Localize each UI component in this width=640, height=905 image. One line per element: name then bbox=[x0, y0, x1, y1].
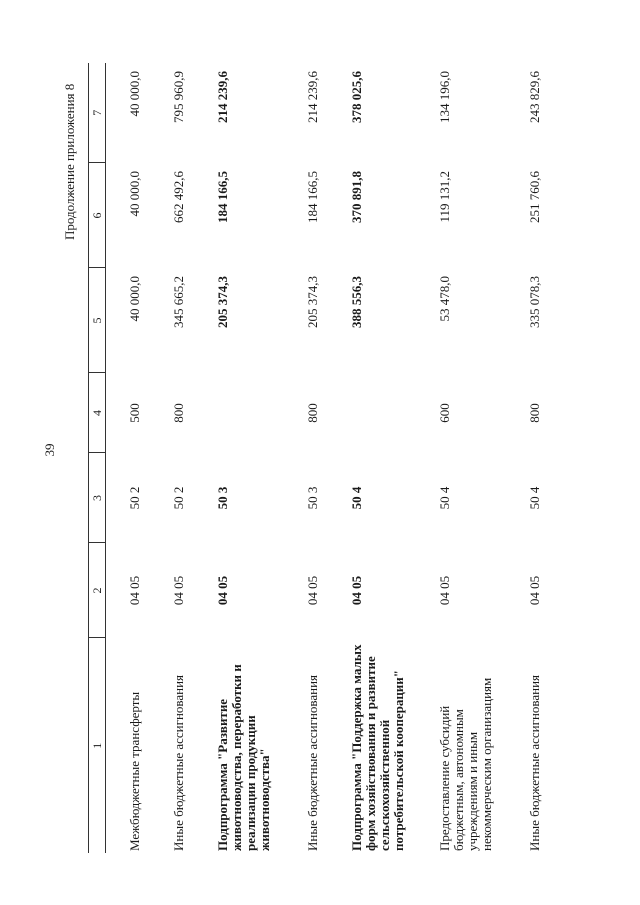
row-name: Иные бюджетные ассигнования bbox=[527, 674, 542, 851]
row-expense-type bbox=[350, 373, 438, 453]
row-name: Межбюджетные трансферты bbox=[127, 691, 142, 851]
row-value-6: 40 000,0 bbox=[127, 171, 142, 217]
row-expense-type: 800 bbox=[305, 403, 320, 423]
row-expense-type: 800 bbox=[171, 403, 186, 423]
row-value-5: 40 000,0 bbox=[127, 276, 142, 322]
table-row bbox=[172, 63, 216, 853]
row-target-code: 50 4 bbox=[527, 486, 542, 510]
row-value-7: 378 025,6 bbox=[349, 71, 364, 123]
row-value-5: 388 556,3 bbox=[349, 276, 364, 328]
row-target-code: 50 4 bbox=[437, 486, 452, 510]
row-value-7: 795 960,9 bbox=[171, 71, 186, 123]
table-header-row bbox=[89, 63, 106, 853]
row-section-code: 04 05 bbox=[437, 575, 452, 606]
table-row bbox=[528, 63, 572, 853]
row-name: Иные бюджетные ассигнования bbox=[171, 674, 186, 851]
row-target-code: 50 2 bbox=[171, 486, 186, 510]
row-section-code: 04 05 bbox=[215, 575, 230, 606]
row-target-code: 50 4 bbox=[349, 486, 364, 510]
row-expense-type bbox=[216, 373, 306, 453]
row-name: Подпрограмма "Развитие животноводства, переработки и реализации продукции животноводства" bbox=[215, 664, 272, 851]
row-value-5: 345 665,2 bbox=[171, 276, 186, 328]
row-expense-type: 800 bbox=[527, 403, 542, 423]
row-value-7: 40 000,0 bbox=[127, 71, 142, 117]
row-value-5: 53 478,0 bbox=[437, 276, 452, 322]
row-target-code: 50 2 bbox=[127, 486, 142, 510]
row-value-6: 251 760,6 bbox=[527, 171, 542, 223]
budget-table bbox=[88, 63, 572, 853]
row-value-5: 205 374,3 bbox=[305, 276, 320, 328]
row-expense-type: 500 bbox=[127, 403, 142, 423]
row-value-6: 184 166,5 bbox=[305, 171, 320, 223]
row-expense-type: 600 bbox=[437, 403, 452, 423]
column-header: 7 bbox=[89, 63, 106, 163]
table-row bbox=[350, 63, 438, 853]
row-target-code: 50 3 bbox=[215, 486, 230, 510]
row-value-7: 134 196,0 bbox=[437, 71, 452, 123]
row-name: Предоставление субсидий бюджетным, автономным учреждениям и иным некоммерческим организациям bbox=[437, 677, 494, 851]
row-value-7: 214 239,6 bbox=[215, 71, 230, 123]
page-number: 39 bbox=[42, 443, 57, 457]
column-header: 3 bbox=[89, 453, 106, 543]
row-section-code: 04 05 bbox=[127, 575, 142, 606]
row-section-code: 04 05 bbox=[171, 575, 186, 606]
row-value-5: 205 374,3 bbox=[215, 276, 230, 328]
row-value-5: 335 078,3 bbox=[527, 276, 542, 328]
column-header: 1 bbox=[89, 638, 106, 853]
row-value-7: 214 239,6 bbox=[305, 71, 320, 123]
row-section-code: 04 05 bbox=[349, 575, 364, 606]
row-value-6: 184 166,5 bbox=[215, 171, 230, 223]
table-row bbox=[438, 63, 528, 853]
row-value-6: 662 492,6 bbox=[171, 171, 186, 223]
column-header: 4 bbox=[89, 373, 106, 453]
column-header: 6 bbox=[89, 163, 106, 268]
column-header: 2 bbox=[89, 543, 106, 638]
row-target-code: 50 3 bbox=[305, 486, 320, 510]
continuation-caption: Продолжение приложения 8 bbox=[62, 83, 77, 240]
table-row bbox=[106, 63, 173, 853]
row-value-6: 370 891,8 bbox=[349, 171, 364, 223]
row-name: Подпрограмма "Поддержка малых форм хозяйствования и развитие сельскохозяйственной потребительской кооперации" bbox=[349, 644, 406, 851]
row-value-7: 243 829,6 bbox=[527, 71, 542, 123]
row-value-6: 119 131,2 bbox=[437, 171, 452, 223]
table-row bbox=[216, 63, 306, 853]
row-section-code: 04 05 bbox=[527, 575, 542, 606]
column-header: 5 bbox=[89, 268, 106, 373]
row-section-code: 04 05 bbox=[305, 575, 320, 606]
table-row bbox=[306, 63, 350, 853]
row-name: Иные бюджетные ассигнования bbox=[305, 674, 320, 851]
